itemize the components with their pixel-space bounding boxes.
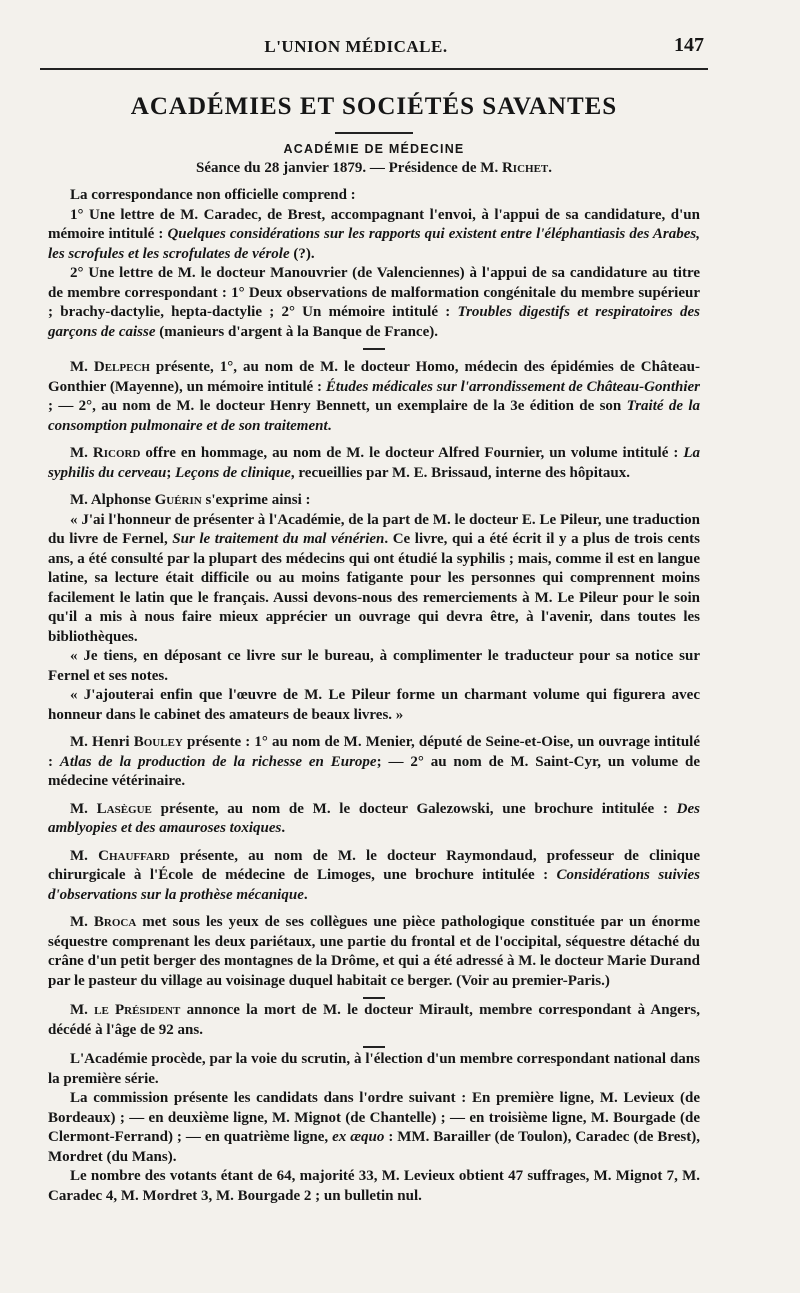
paragraph-election: L'Académie procède, par la voie du scrutin, à l'élection d'un membre correspondant national dans la première série. — [48, 1051, 700, 1087]
paragraph-manouvrier-letter: 2° Une lettre de M. le docteur Manouvrier (de Valenciennes) à l'appui de sa candidature au titre de membre correspondant : 1° Deux observations de malformation congénitale du membre supérieur ; brachy-dactylie, hepta-dactylie ; 2° Un mémoire intitulé : Troubles digestifs et respiratoires des garçons de caisse (manieurs d'argent à la Banque de France). — [48, 265, 700, 340]
paragraph-guerin-quote-3: « J'ajouterai enfin que l'œuvre de M. Le Pileur forme un charmant volume qui figurera avec honneur dans le cabinet des amateurs de beaux livres. » — [48, 687, 700, 723]
article-body — [48, 84, 700, 1206]
separator — [363, 348, 385, 350]
paragraph-broca: M. Broca met sous les yeux de ses collègues une pièce pathologique constituée par un énorme séquestre comprenant les deux pariétaux, une partie du frontal et de l'occipital, séquestre détaché du crâne d'un petit berger des montagnes de la Drôme, et qui a été adressé à M. le docteur Marie Durand par le pasteur du village au voisinage duquel habitait ce berger. (Voir au premier-Paris.) — [48, 914, 700, 989]
paragraph-president: M. le Président annonce la mort de M. le docteur Mirault, membre correspondant à Angers, décédé à l'âge de 92 ans. — [48, 1002, 701, 1038]
paragraph-caradec-letter: 1° Une lettre de M. Caradec, de Brest, accompagnant l'envoi, à l'appui de sa candidature, d'un mémoire intitulé : Quelques considérations sur les rapports qui existent entre l'éléphantiasis des Arabes, les scrofules et les scrofulates de vérole (?). — [48, 206, 700, 262]
academy-name: ACADÉMIE DE MÉDECINE — [283, 142, 465, 156]
seance-line: Séance du 28 janvier 1879. — Présidence de M. Richet. — [196, 160, 552, 176]
paragraph-votes: Le nombre des votants étant de 64, majorité 33, M. Levieux obtient 47 suffrages, M. Mignot 7, M. Caradec 4, M. Mordret 3, M. Bourgade 2 ; un bulletin nul. — [48, 1168, 700, 1204]
running-header — [16, 30, 704, 64]
paragraph-delpech: M. Delpech présente, 1°, au nom de M. le docteur Homo, médecin des épidémies de Château-Gonthier (Mayenne), un mémoire intitulé : Études médicales sur l'arrondissement de Château-Gonthier ; — 2°, au nom de M. le docteur Henry Bennett, un exemplaire de la 3e édition de son Traité de la consomption pulmonaire et de son traitement. — [48, 359, 700, 434]
journal-title: L'UNION MÉDICALE. — [264, 37, 448, 56]
corresp-intro: La correspondance non officielle comprend : — [70, 187, 356, 203]
paragraph-guerin-intro: M. Alphonse Guérin s'exprime ainsi : — [70, 492, 311, 508]
paragraph-commission: La commission présente les candidats dans l'ordre suivant : En première ligne, M. Levieux (de Bordeaux) ; — en deuxième ligne, M. Mignot (de Chantelle) ; — en troisième ligne, M. Bourgade (de Clermont-Ferrand) ; — en quatrième ligne, ex æquo : MM. Barailler (de Toulon), Caradec (de Brest), Mordret (du Mans). — [48, 1090, 700, 1165]
title-rule — [335, 132, 413, 134]
section-title: ACADÉMIES ET SOCIÉTÉS SAVANTES — [130, 93, 618, 120]
president-name: Richet. — [501, 160, 552, 176]
paragraph-guerin-quote-2: « Je tiens, en déposant ce livre sur le bureau, à complimenter le traducteur pour sa notice sur Fernel et ses notes. — [48, 648, 700, 684]
page-number: 147 — [674, 34, 704, 56]
paragraph-ricord: M. Ricord offre en hommage, au nom de M. le docteur Alfred Fournier, un volume intitulé : La syphilis du cerveau; Leçons de clinique, recueillies par M. E. Brissaud, interne des hôpitaux. — [48, 445, 700, 481]
paragraph-lasegue: M. Lasègue présente, au nom de M. le docteur Galezowski, une brochure intitulée : Des amblyopies et des amauroses toxiques. — [48, 800, 700, 836]
paragraph-guerin-quote-1: « J'ai l'honneur de présenter à l'Académie, de la part de M. le docteur E. Le Pileur, une traduction du livre de Fernel, Sur le traitement du mal vénérien. Ce livre, qui a été écrit il y a plus de trois cents ans, a été consulté par la plupart des médecins qui ont étudié la syphilis ; mais, comme il est en langue latine, sa lecture était difficile ou au moins fatigante pour les personnes qui comprennent moins facilement le latin que le français. Aussi devons-nous des remerciements à M. Le Pileur pour le soin qu'il a mis à nous faire mieux apprécier un ouvrage qui devra être, à l'avenir, dans toutes les bibliothèques. — [48, 511, 700, 645]
separator — [363, 997, 385, 999]
separator — [363, 1046, 385, 1048]
paragraph-chauffard: M. Chauffard présente, au nom de M. le docteur Raymondaud, professeur de clinique chirurgicale à l'École de médecine de Limoges, une brochure intitulée : Considérations suivies d'observations sur la prothèse mécanique. — [48, 847, 701, 903]
header-rule — [40, 68, 708, 70]
paragraph-bouley: M. Henri Bouley présente : 1° au nom de M. Menier, député de Seine-et-Oise, un ouvrage intitulé : Atlas de la production de la richesse en Europe; — 2° au nom de M. Saint-Cyr, un volume de médecine vétérinaire. — [48, 734, 700, 789]
